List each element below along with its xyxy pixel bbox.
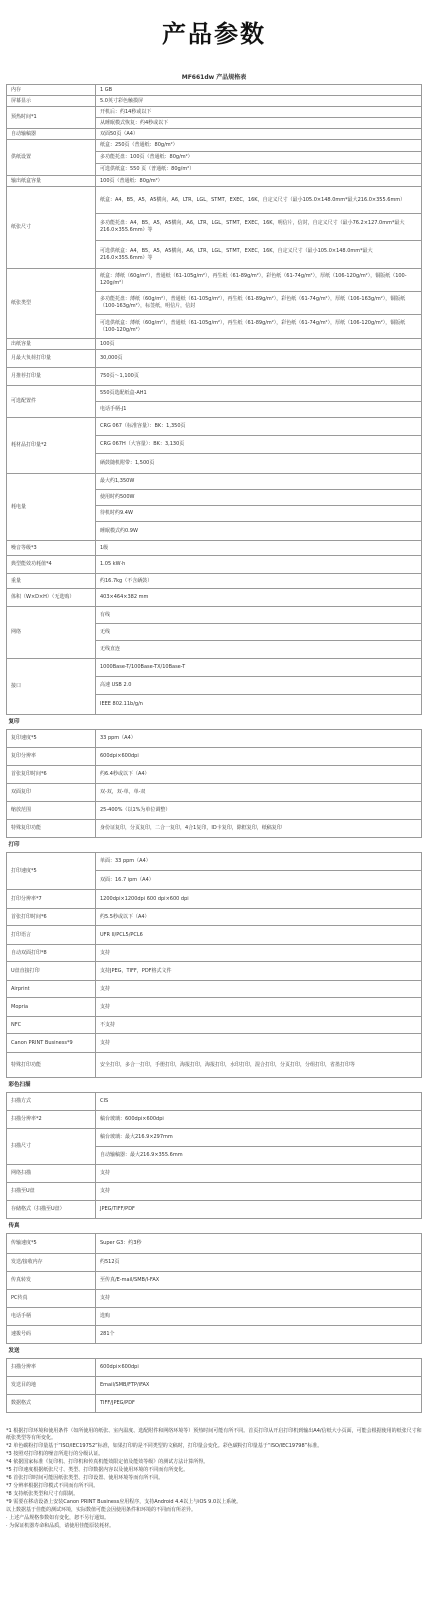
section-title: 彩色扫描 <box>8 1081 31 1088</box>
spec-label: 输出纸盒容量 <box>7 176 96 187</box>
spec-row <box>7 1395 422 1413</box>
spec-row <box>7 187 422 214</box>
spec-row <box>7 541 422 556</box>
spec-row <box>7 85 422 96</box>
spec-value: CRG 067（标准容量）：BK：1,350页 <box>96 418 422 436</box>
spec-row <box>7 1129 422 1147</box>
spec-label: 传输速度*5 <box>7 1234 96 1254</box>
spec-value: 可选供纸盒：薄纸（60g/m²），普通纸（61-105g/m²），再生纸（61-89g/m²），彩色纸（61-74g/m²），厚纸（106-120g/m²），铜版纸（100-120g/m²） <box>96 315 422 339</box>
spec-value: CIS <box>96 1093 422 1111</box>
spec-label: 出纸容量 <box>7 339 96 350</box>
spec-value: UFR II/PCL5/PCL6 <box>96 926 422 945</box>
spec-value: 281个 <box>96 1326 422 1344</box>
spec-value: JPEG/TIFF/PDF <box>96 1201 422 1219</box>
spec-row <box>7 1377 422 1395</box>
footnote: *5 打印速度根据纸张尺寸、类型、打印数据内容以及使用环境的不同而有所变化。 <box>6 1467 189 1473</box>
spec-value: 可选供纸盒：A4，B5，A5，A5横向，A6，LTR，LGL，STMT，EXEC，16K，自定义尺寸（最小105.0×148.0mm*最大216.0×355.6mm）等 <box>96 241 422 269</box>
spec-label: 扫描尺寸 <box>7 1129 96 1165</box>
spec-value: 无线 <box>96 624 422 641</box>
spec-row <box>7 107 422 118</box>
spec-row <box>7 140 422 152</box>
spec-row <box>7 1111 422 1129</box>
spec-label: 发送/接收内存 <box>7 1254 96 1272</box>
spec-value: 600dpi×600dpi <box>96 1359 422 1377</box>
spec-row <box>7 96 422 107</box>
spec-value: 稿台玻璃：600dpi×600dpi <box>96 1111 422 1129</box>
footnote: · 为保证机器寿命和品质，请使用佳能原装耗材。 <box>6 1523 115 1529</box>
spec-row <box>7 474 422 490</box>
spec-value: 25-400%（以1%为单位调整） <box>96 802 422 820</box>
spec-label: Mopria <box>7 998 96 1017</box>
spec-value: 纸盒：薄纸（60g/m²），普通纸（61-105g/m²），再生纸（61-89g/m²），彩色纸（61-74g/m²），厚纸（106-120g/m²），铜版纸（100-120g/m²） <box>96 269 422 292</box>
spec-value: 1级 <box>96 541 422 556</box>
spec-row <box>7 784 422 802</box>
footnote: *6 首张打印时间可能因纸张类型、打印设置、使用环境等而有所不同。 <box>6 1475 164 1481</box>
spec-row <box>7 1359 422 1377</box>
spec-row <box>7 589 422 607</box>
spec-value: 从睡眠模式恢复：约4秒或以下 <box>96 118 422 129</box>
spec-label: 耗电量 <box>7 474 96 541</box>
spec-row <box>7 1093 422 1111</box>
spec-value: 自动输稿器：最大216.9×355.6mm <box>96 1147 422 1165</box>
spec-value: 支持 <box>96 981 422 998</box>
spec-label: 复印分辨率 <box>7 748 96 766</box>
spec-value: 30,000页 <box>96 350 422 368</box>
spec-label: 扫描分辨率 <box>7 1359 96 1377</box>
spec-value: 无线直连 <box>96 641 422 659</box>
spec-value: 双面：16.7 ipm（A4） <box>96 871 422 890</box>
spec-row <box>7 176 422 187</box>
spec-label: 扫描方式 <box>7 1093 96 1111</box>
spec-value: 双-双，双-单，单-双 <box>96 784 422 802</box>
spec-row <box>7 659 422 677</box>
spec-row <box>7 1201 422 1219</box>
spec-value: 403×464×382 mm <box>96 589 422 607</box>
spec-row <box>7 945 422 962</box>
spec-row <box>7 1290 422 1308</box>
spec-label: 传真转发 <box>7 1272 96 1290</box>
spec-row <box>7 1034 422 1053</box>
spec-value: 有线 <box>96 607 422 624</box>
spec-label: 月最大负荷打印量 <box>7 350 96 368</box>
spec-row <box>7 1165 422 1183</box>
spec-value: 睡眠模式约0.9W <box>96 522 422 541</box>
spec-row <box>7 1053 422 1078</box>
spec-row <box>7 339 422 350</box>
spec-value: Super G3：约3秒 <box>96 1234 422 1254</box>
spec-row <box>7 418 422 436</box>
spec-row <box>7 802 422 820</box>
spec-value: 纸盒：A4，B5，A5，A5横向，A6，LTR，LGL，STMT，EXEC，16K，自定义尺寸（最小105.0×148.0mm*最大216.0×355.6mm） <box>96 187 422 214</box>
section-title: 发送 <box>8 1347 20 1354</box>
spec-value: 支持 <box>96 998 422 1017</box>
spec-label: 速拨号码 <box>7 1326 96 1344</box>
spec-row <box>7 556 422 574</box>
section-title: 传真 <box>8 1222 20 1229</box>
spec-row <box>7 1272 422 1290</box>
spec-label: 纸张尺寸 <box>7 187 96 269</box>
spec-label: 首张复印时间*6 <box>7 766 96 784</box>
spec-value: 安全打印，多合一打印，手册打印，海报打印，海报打印，水印打印，混合打印，分页打印，分组打印，省墨打印等 <box>96 1053 422 1078</box>
spec-value: 多功能托盘：薄纸（60g/m²），普通纸（61-105g/m²），再生纸（61-89g/m²），彩色纸（61-74g/m²），厚纸（106-163g/m²），铜版纸（100-163g/m²），标签纸，明信片，信封 <box>96 292 422 315</box>
spec-value: 可选供纸盒：550 页（普通纸：80g/m²） <box>96 164 422 176</box>
spec-value: 单面：33 ppm（A4） <box>96 853 422 871</box>
footnote: *7 分辨率根据打印模式不同而有所不同。 <box>6 1483 99 1489</box>
spec-label: 自动输稿器 <box>7 129 96 140</box>
spec-value: 5.0英寸彩色触摸屏 <box>96 96 422 107</box>
spec-label: 缩放范围 <box>7 802 96 820</box>
spec-value: TIFF/JPEG/PDF <box>96 1395 422 1413</box>
spec-value: 33 ppm（A4） <box>96 730 422 748</box>
spec-row <box>7 129 422 140</box>
spec-value: 约512页 <box>96 1254 422 1272</box>
footnote: 以上数据基于佳能的测试环境，实际数值可能会因使用条件和环境的不同而有所差异。 <box>6 1507 197 1513</box>
spec-row <box>7 748 422 766</box>
spec-label: 噪音等级*3 <box>7 541 96 556</box>
section-title: 复印 <box>8 718 20 725</box>
spec-label: PC传真 <box>7 1290 96 1308</box>
spec-label: 屏幕显示 <box>7 96 96 107</box>
spec-value: IEEE 802.11b/g/n <box>96 695 422 715</box>
spec-value: Email/SMB/FTP/iFAX <box>96 1377 422 1395</box>
spec-label: 打印速度*5 <box>7 853 96 890</box>
spec-value: 使用时约500W <box>96 490 422 506</box>
spec-label: 可选配置件 <box>7 386 96 418</box>
spec-label: 首张打印时间*6 <box>7 909 96 926</box>
spec-row <box>7 820 422 838</box>
page-title: 产品参数 <box>162 20 266 48</box>
footnotes <box>6 1428 422 1531</box>
spec-value: 600dpi×600dpi <box>96 748 422 766</box>
spec-label: 内存 <box>7 85 96 96</box>
footnote: *1 根据打印环境和使用条件（如所使用的纸张、室内温度、选配附件和网络环境等）预热时间可能有所不同。首页打印从开启打印机到输出A4/信纸大小页面，可能会根据使用的纸张尺寸和纸张类型等有所变化。 <box>6 1428 422 1441</box>
spec-label: NFC <box>7 1017 96 1034</box>
spec-value: CRG 067H（大容量）：BK：3,130页 <box>96 436 422 454</box>
spec-value: 最大约1,350W <box>96 474 422 490</box>
spec-value: 约5.5秒或以下（A4） <box>96 909 422 926</box>
spec-label: 发送目的地 <box>7 1377 96 1395</box>
footnote: · 上述产品规格参数如有变化，恕不另行通知。 <box>6 1515 110 1521</box>
spec-value: 至传真/E-mail/SMB/I-FAX <box>96 1272 422 1290</box>
spec-label: 自动双面打印*8 <box>7 945 96 962</box>
spec-label: 重量 <box>7 574 96 589</box>
footnote: *4 依据国家标准《复印机、打印机和传真机能效限定值及能效等级》的测试方法计算所得。 <box>6 1459 209 1465</box>
spec-value: 1000Base-T/100Base-TX/10Base-T <box>96 659 422 677</box>
spec-value: 支持 <box>96 1183 422 1201</box>
spec-row <box>7 730 422 748</box>
spec-label: 数据格式 <box>7 1395 96 1413</box>
spec-value: 多功能托盘：100页（普通纸：80g/m²） <box>96 152 422 164</box>
spec-row <box>7 981 422 998</box>
spec-value: 550页选配纸盒-AH1 <box>96 386 422 402</box>
spec-row <box>7 574 422 589</box>
spec-row <box>7 607 422 624</box>
spec-label: 网络扫描 <box>7 1165 96 1183</box>
spec-value: 身份证复印，分页复印，二合一复印，4合1复印，ID卡复印，除框复印，纸稿复印 <box>96 820 422 838</box>
spec-value: 1 GB <box>96 85 422 96</box>
spec-row <box>7 386 422 402</box>
spec-value: 双面50页（A4） <box>96 129 422 140</box>
spec-value: 纸盒：250页（普通纸：80g/m²） <box>96 140 422 152</box>
spec-value: 开机后：约14秒或以下 <box>96 107 422 118</box>
spec-row <box>7 926 422 945</box>
spec-label: 接口 <box>7 659 96 715</box>
spec-value: 电话手柄-J1 <box>96 402 422 418</box>
section-title: 打印 <box>8 841 20 848</box>
spec-label: 供纸设置 <box>7 140 96 176</box>
spec-row <box>7 1308 422 1326</box>
spec-value: 支持 <box>96 1290 422 1308</box>
spec-label: 体积（W×D×H）（无选购） <box>7 589 96 607</box>
spec-value: 1200dpi×1200dpi 600 dpi×600 dpi <box>96 890 422 909</box>
spec-row <box>7 1234 422 1254</box>
spec-label: 月推荐打印量 <box>7 368 96 386</box>
spec-row <box>7 853 422 871</box>
spec-label: 扫描至U盘 <box>7 1183 96 1201</box>
spec-value: 约6.4秒或以下（A4） <box>96 766 422 784</box>
spec-value: 待机时约9.4W <box>96 506 422 522</box>
spec-value: 硒鼓随机附带：1,500页 <box>96 454 422 474</box>
spec-value: 支持 <box>96 1034 422 1053</box>
spec-value: 100页 <box>96 339 422 350</box>
spec-label: 耗材品打印量*2 <box>7 418 96 474</box>
spec-label: 存储格式（扫描至U盘） <box>7 1201 96 1219</box>
spec-label: 预热时间*1 <box>7 107 96 129</box>
spec-label: Airprint <box>7 981 96 998</box>
spec-value: 稿台玻璃：最大216.9×297mm <box>96 1129 422 1147</box>
spec-row <box>7 962 422 981</box>
spec-row <box>7 1183 422 1201</box>
footnote: *9 需要在移动设备上安装Canon PRINT Business应用程序，支持Android 4.4以上与iOS 9.0以上系统。 <box>6 1499 242 1505</box>
spec-value: 750页～1,100页 <box>96 368 422 386</box>
spec-row <box>7 350 422 368</box>
spec-row <box>7 1254 422 1272</box>
footnote: *8 支持纸张类型和尺寸有限制。 <box>6 1491 79 1497</box>
spec-label: 特殊打印功能 <box>7 1053 96 1078</box>
spec-label: U盘直接打印 <box>7 962 96 981</box>
spec-label: 纸张类型 <box>7 269 96 339</box>
spec-row <box>7 909 422 926</box>
footnote: *3 按照对打印机的噪音所进行的分级认证。 <box>6 1451 104 1457</box>
spec-row <box>7 1017 422 1034</box>
spec-label: 典型能效功耗值*4 <box>7 556 96 574</box>
spec-value: 支持 <box>96 945 422 962</box>
spec-label: 双面复印 <box>7 784 96 802</box>
spec-row <box>7 1326 422 1344</box>
spec-label: 扫描分辨率*2 <box>7 1111 96 1129</box>
spec-value: 高速 USB 2.0 <box>96 677 422 695</box>
spec-row <box>7 890 422 909</box>
spec-row <box>7 368 422 386</box>
spec-label: 电话手柄 <box>7 1308 96 1326</box>
spec-label: Canon PRINT Business*9 <box>7 1034 96 1053</box>
spec-label: 复印速度*5 <box>7 730 96 748</box>
model-title: MF661dw 产品规格表 <box>181 74 247 81</box>
spec-label: 特殊复印功能 <box>7 820 96 838</box>
spec-value: 选购 <box>96 1308 422 1326</box>
spec-row <box>7 269 422 292</box>
spec-value: 约16.7kg（不含硒鼓） <box>96 574 422 589</box>
spec-value: 支持JPEG，TIFF，PDF格式文件 <box>96 962 422 981</box>
spec-value: 不支持 <box>96 1017 422 1034</box>
spec-label: 网络 <box>7 607 96 659</box>
spec-value: 1.05 kW·h <box>96 556 422 574</box>
spec-value: 100页（普通纸：80g/m²） <box>96 176 422 187</box>
spec-row <box>7 766 422 784</box>
spec-label: 打印语言 <box>7 926 96 945</box>
spec-row <box>7 998 422 1017</box>
spec-value: 多功能托盘：A4，B5，A5，A5横向，A6，LTR，LGL，STMT，EXEC，16K，明信片，信封，自定义尺寸（最小76.2×127.0mm*最大216.0×355.6mm）等 <box>96 214 422 241</box>
spec-label: 打印分辨率*7 <box>7 890 96 909</box>
footnote: *2 单色碳粉打印量基于“ISO/IEC19752”标准，如果打印的是不同类型的文稿时，打印量会变化。彩色碳粉打印量基于“ISO/IEC19798”标准。 <box>6 1443 323 1449</box>
spec-table <box>6 84 422 1413</box>
spec-value: 支持 <box>96 1165 422 1183</box>
